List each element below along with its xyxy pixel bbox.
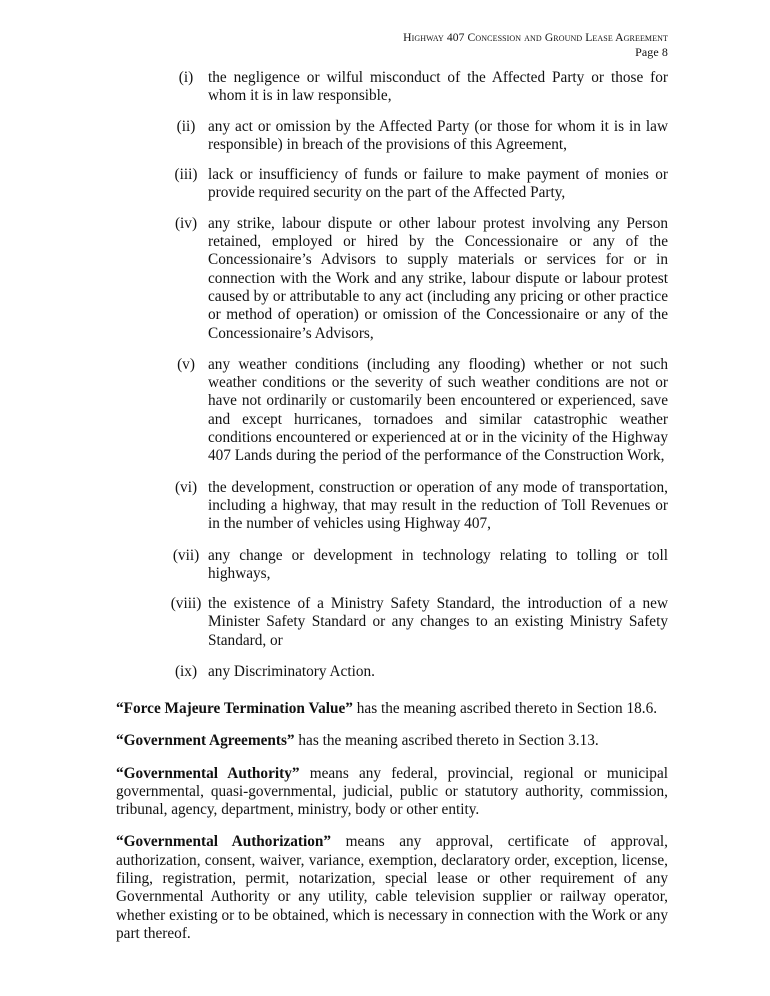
- list-item-number: (iii): [174, 166, 198, 184]
- list-item-number: (vii): [172, 546, 200, 564]
- list-item: [116, 166, 668, 203]
- definition-term: “Governmental Authorization”: [116, 833, 332, 851]
- list-item-text: any strike, labour dispute or other labour protest involving any Person retained, employed or hired by the Concessionaire or any of the Concessionaire’s Advisors to supply materials or services for or in connection with the Work and any strike, labour dispute or labour protest caused by or attributable to any act (including any pricing or other practice or method of operation) or omission of the Concessionaire or any of the Concessionaire’s Advisors,: [208, 214, 668, 342]
- list-item: [116, 118, 668, 155]
- list-item-text: any act or omission by the Affected Party (or those for whom it is in law responsible) in breach of the provisions of this Agreement,: [208, 117, 668, 153]
- header-title: Highway 407 Concession and Ground Lease Agreement: [403, 31, 668, 44]
- list-item: [116, 663, 668, 681]
- list-item: [116, 69, 668, 106]
- page-number: Page 8: [635, 45, 668, 59]
- list-item-number: (iv): [174, 214, 198, 232]
- list-item: [116, 547, 668, 584]
- page-header: [403, 30, 668, 60]
- definition: [116, 732, 668, 750]
- definition: [116, 833, 668, 943]
- definition: [116, 700, 668, 718]
- definition-term: “Force Majeure Termination Value”: [116, 700, 353, 717]
- list-item-number: (ii): [176, 117, 196, 135]
- list-item-number: (i): [178, 69, 194, 86]
- list-item-text: any weather conditions (including any flooding) whether or not such weather conditions or the severity of such weather conditions are not or have not ordinarily or customarily been encountered or experienced, save and except hurricanes, tornadoes and similar catastrophic weather conditions encountered or experienced at or in the vicinity of the Highway 407 Lands during the period of the performance of the Construction Work,: [208, 355, 668, 465]
- list-item-text: any change or development in technology relating to tolling or toll highways,: [208, 546, 668, 582]
- list-item-text: any Discriminatory Action.: [208, 663, 375, 681]
- list-item-text: the existence of a Ministry Safety Standard, the introduction of a new Minister Safety Standard or any changes to an existing Ministry Safety Standard, or: [208, 595, 668, 649]
- list-item-number: (ix): [174, 663, 198, 681]
- list-item-text: the negligence or wilful misconduct of the Affected Party or those for whom it is in law responsible,: [208, 69, 668, 105]
- definition-text: means any approval, certificate of approval, authorization, consent, waiver, variance, exemption, declaratory order, exception, license, filing, registration, permit, notarization, special lease or other requirement of any Governmental Authority or any utility, cable television supplier or railway operator, whether existing or to be obtained, which is necessary in connection with the Work or any part thereof.: [116, 833, 669, 942]
- definition-text: means any federal, provincial, regional or municipal governmental, quasi-governmental, judicial, public or statutory authority, commission, tribunal, agency, department, ministry, body or other entity.: [116, 764, 668, 819]
- list-item: [116, 215, 668, 343]
- definition-text: has the meaning ascribed thereto in Section 18.6.: [352, 700, 658, 717]
- exclusion-list: [116, 69, 668, 681]
- list-item: [116, 479, 668, 534]
- list-item-text: the development, construction or operation of any mode of transportation, including a highway, that may result in the reduction of Toll Revenues or in the number of vehicles using Highway 407,: [208, 478, 668, 533]
- definition-text: has the meaning ascribed thereto in Section 3.13.: [294, 732, 599, 750]
- list-item-text: lack or insufficiency of funds or failure to make payment of monies or provide required security on the part of the Affected Party,: [208, 166, 668, 202]
- list-item: [116, 595, 668, 650]
- list-item: [116, 356, 668, 466]
- list-item-number: (viii): [170, 595, 202, 613]
- list-item-number: (vi): [174, 478, 198, 496]
- definition: [116, 765, 668, 820]
- definitions: [116, 700, 668, 943]
- definition-term: “Government Agreements”: [116, 732, 295, 750]
- list-item-number: (v): [177, 355, 195, 373]
- definition-term: “Governmental Authority”: [116, 764, 300, 782]
